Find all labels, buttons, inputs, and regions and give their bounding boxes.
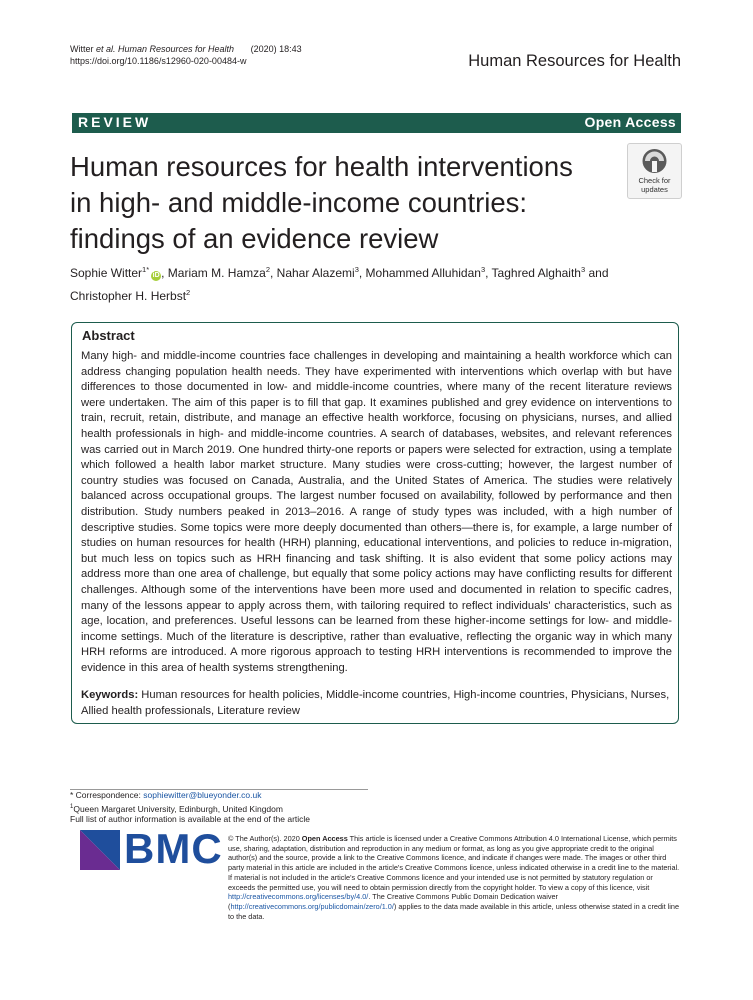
running-citation <box>70 43 370 55</box>
citation-authors: Witter <box>70 44 96 54</box>
affiliation-note <box>70 802 283 815</box>
title-line: findings of an evidence review <box>70 223 439 254</box>
keywords <box>81 688 672 719</box>
orcid-icon[interactable]: iD <box>152 272 160 279</box>
author-name[interactable]: Sophie Witter <box>70 266 143 280</box>
author-affiliation-sup: 2 <box>186 288 191 297</box>
license-url[interactable]: http://creativecommons.org/licenses/by/4.0/ <box>228 892 369 902</box>
crossmark-icon <box>628 146 681 176</box>
article-title <box>70 149 610 257</box>
open-access-label: Open Access <box>584 114 676 130</box>
correspondence-note <box>70 790 262 801</box>
license-lead: © The Author(s). 2020 <box>228 834 302 843</box>
crossmark-line1: Check for <box>638 176 671 185</box>
author-name[interactable]: , Mariam M. Hamza <box>161 266 266 280</box>
public-domain-url[interactable]: http://creativecommons.org/publicdomain/zero/1.0/ <box>230 901 394 911</box>
correspondence-email[interactable]: sophiewitter@blueyonder.co.uk <box>143 790 262 800</box>
author-name[interactable]: , Nahar Alazemi <box>269 266 355 280</box>
title-line: Human resources for health interventions <box>70 151 573 182</box>
citation-year: (2020) 18:43 <box>250 44 302 54</box>
affiliation-text: Queen Margaret University, Edinburgh, United Kingdom <box>73 803 283 814</box>
license-open-access: Open Access <box>301 834 348 843</box>
license-text <box>228 834 680 921</box>
abstract-box <box>71 322 679 724</box>
abstract-heading: Abstract <box>82 328 135 343</box>
affiliation-sup: 1 <box>70 804 74 810</box>
author-affiliation-sup: 1* <box>142 265 150 274</box>
author-info-note: Full list of author information is available at the end of the article <box>70 814 311 824</box>
citation-journal: Human Resources for Health <box>115 44 235 54</box>
license-body-3: ) applies to the data made available in this article, unless otherwise stated in a credit line to the data. <box>228 901 680 921</box>
title-line: in high- and middle-income countries: <box>70 187 528 218</box>
author-affiliation-sup: 3 <box>480 265 486 274</box>
doi-link[interactable]: https://doi.org/10.1186/s12960-020-00484-w <box>70 56 247 66</box>
article-type-band <box>72 113 681 133</box>
author-name[interactable]: , Mohammed Alluhidan <box>358 266 481 280</box>
journal-name: Human Resources for Health <box>468 52 681 70</box>
keywords-label: Keywords: <box>81 689 139 701</box>
author-name[interactable]: , Taghred Alghaith <box>485 266 581 280</box>
crossmark-line2: updates <box>641 185 668 194</box>
author-conjunction: and <box>585 266 609 280</box>
author-affiliation-sup: 2 <box>265 265 270 274</box>
author-affiliation-sup: 3 <box>580 265 586 274</box>
author-list <box>70 260 670 306</box>
bmc-logo-text: BMC <box>124 825 223 872</box>
license-body-1: This article is licensed under a Creative Commons Attribution 4.0 International License, which permits use, sharing, adaptation, distribution and reproduction in any medium or format, as long as you give appropriate credit to the original author(s) and the source, provide a link to the Creative Commons licence, and indicate if changes were made. The images or other third party material in this article are included in the article's Creative Commons licence, unless indicated otherwise in a credit line to the material. If material is not included in the article's Creative Commons licence and your intended use is not permitted by statutory regulation or exceeds the permitted use, you will need to obtain permission directly from the copyright holder. To view a copy of this licence, visit <box>228 834 680 892</box>
author-name[interactable]: Christopher H. Herbst <box>70 289 187 303</box>
keywords-list: Human resources for health policies, Middle-income countries, High-income countries, Physicians, Nurses, Allied health professionals, Literature review <box>81 689 670 717</box>
license-body-2: . The Creative Commons Public Domain Dedication waiver ( <box>228 892 558 911</box>
bmc-logo <box>80 825 223 872</box>
bmc-logo-mark <box>80 830 120 870</box>
article-type-label: REVIEW <box>78 114 152 130</box>
check-for-updates-badge[interactable] <box>627 143 682 199</box>
correspondence-label: * Correspondence: <box>70 790 144 800</box>
author-affiliation-sup: 3 <box>354 265 359 274</box>
abstract-body: Many high- and middle-income countries face challenges in developing and maintaining a health workforce which can address changing population health needs. They have experimented with interventions which overlap with but have differences to those documented in low- and middle-income countries, where many of the recent literature reviews were undertaken. The aim of this paper is to fill that gap. It examines published and grey evidence on interventions to train, recruit, retain, distribute, and manage an effective health workforce, focusing on physicians, nurses, and allied health professionals in high- and middle-income countries. A search of databases, websites, and relevant references was carried out in March 2019. One hundred thirty-one reports or papers were selected for extraction, using a template which followed a health labor market structure. Many studies were cross-cutting; however, the largest number of country studies was focused on Canada, Australia, and the United States of America. The studies were relatively balanced across occupational groups. The largest number focused on availability, followed by performance and then distribution. Study numbers peaked in 2013–2016. A range of study types was included, with a high number of descriptive studies. Some topics were more deeply documented than others—there is, for example, a large number of studies on human resources for health (HRH) planning, educational interventions, and policies to reduce in-migration, but much less on topics such as HRH financing and task shifting. It is also evident that some policy actions may address more than one area of challenge, but equally that some policy actions may have conflicting results for different challenges. Although some of the interventions have been more used and documented in relation to specific cadres, many of the lessons appear to apply across them, with tailoring required to reflect individuals' characteristics, such as age, location, and preferences. Useful lessons can be learned from these higher-income settings for low- and middle-income settings. Much of the literature is descriptive, rather than evaluative, reflecting the organic way in which many HRH reforms are introduced. A more rigorous approach to testing HRH interventions is recommended to improve the evidence in this area of health systems strengthening. <box>81 350 672 674</box>
citation-etal: et al. <box>96 44 116 54</box>
